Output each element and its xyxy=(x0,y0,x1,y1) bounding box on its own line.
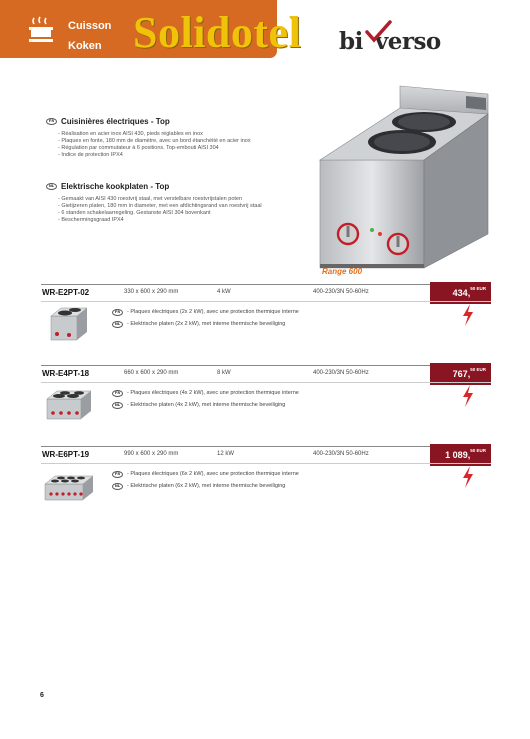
product-voltage: 400-230/3N 50-60Hz xyxy=(313,451,369,457)
intro-fr-title: Cuisinières électriques - Top xyxy=(61,117,170,126)
product-price: 434,50 $^{EUR}$ xyxy=(430,282,491,304)
product-voltage: 400-230/3N 50-60Hz xyxy=(313,370,369,376)
bullet-nl: - Elektrische platen (2x 2 kW), met interne thermische beveiliging xyxy=(127,321,286,327)
product-dimensions: 330 x 600 x 290 mm xyxy=(124,289,179,295)
intro-nl-title-row xyxy=(46,182,308,191)
category-title-fr: Cuisson xyxy=(68,20,112,32)
brand-logo-sub: bi verso xyxy=(339,28,441,55)
product-thumbnail xyxy=(43,468,93,504)
lightning-bolt-icon xyxy=(461,466,475,488)
flag-fr-icon: FR xyxy=(46,118,57,125)
cooking-pot-icon xyxy=(28,16,54,44)
flag-fr-icon: FR xyxy=(112,309,123,316)
flag-nl-icon: NL xyxy=(112,321,123,328)
intro-fr-line: - Indice de protection IPX4 xyxy=(58,152,123,158)
intro-nl-line: - Gietijzeren platen, 180 mm in diameter, met een afdichtingsrand van roestvrij staal xyxy=(58,203,262,209)
product-bullets xyxy=(112,387,299,411)
product-row xyxy=(41,446,491,506)
product-power: 8 kW xyxy=(217,370,231,376)
brand-logo-main: Solidotel xyxy=(133,8,302,57)
flag-nl-icon: NL xyxy=(46,183,57,190)
product-thumbnail xyxy=(43,306,93,342)
category-title-nl: Koken xyxy=(68,40,102,52)
intro-fr-line: - Régulation par commutateur à 6 positions. Top-embouti AISI 304 xyxy=(58,145,219,151)
flag-fr-icon: FR xyxy=(112,471,123,478)
product-price: 1 089,50 $^{EUR}$ xyxy=(430,444,491,466)
product-row xyxy=(41,365,491,425)
intro-fr-title-row xyxy=(46,117,308,126)
bullet-nl: - Elektrische platen (4x 2 kW), met interne thermische beveiliging xyxy=(127,402,286,408)
intro-nl-line: - Beschermingsgraad IPX4 xyxy=(58,217,124,223)
bullet-fr: - Plaques électriques (2x 2 kW), avec une protection thermique interne xyxy=(127,309,299,315)
product-dimensions: 990 x 600 x 290 mm xyxy=(124,451,179,457)
product-bullets xyxy=(112,306,299,330)
lightning-bolt-icon xyxy=(461,385,475,407)
row-divider xyxy=(41,365,491,366)
bullet-fr: - Plaques électriques (4x 2 kW), avec une protection thermique interne xyxy=(127,390,299,396)
product-row xyxy=(41,284,491,344)
intro-nl-list xyxy=(46,196,308,224)
product-photo-hotplate xyxy=(316,84,490,274)
row-subdivider xyxy=(41,301,491,302)
checkmark-icon xyxy=(364,20,392,44)
product-power: 12 kW xyxy=(217,451,235,457)
intro-fr xyxy=(46,117,308,159)
intro-fr-line: - Réalisation en acier inox AISI 430, pieds réglables en inox xyxy=(58,131,203,137)
range-label: Range 600 xyxy=(322,267,363,276)
intro-nl xyxy=(46,182,308,224)
intro-fr-list xyxy=(46,131,308,159)
product-bullets xyxy=(112,468,299,492)
row-divider xyxy=(41,446,491,447)
product-ref: WR-E6PT-19 xyxy=(42,450,90,459)
intro-fr-line: - Plaques en fonte, 180 mm de diamètre, avec un bord étanchéité en acier inox xyxy=(58,138,251,144)
intro-nl-line: - 6 standen schakelaarregeling. Gestanste AISI 304 bovenkant xyxy=(58,210,211,216)
row-subdivider xyxy=(41,382,491,383)
flag-nl-icon: NL xyxy=(112,402,123,409)
row-subdivider xyxy=(41,463,491,464)
intro-nl-line: - Gemaakt van AISI 430 roestvrij staal, met verstelbare roestvrijstalen poten xyxy=(58,196,243,202)
intro-nl-title: Elektrische kookplaten - Top xyxy=(61,182,170,191)
bullet-nl: - Elektrische platen (6x 2 kW), met interne thermische beveiliging xyxy=(127,483,286,489)
product-ref: WR-E4PT-18 xyxy=(42,369,90,378)
product-price: 767,50 $^{EUR}$ xyxy=(430,363,491,385)
lightning-bolt-icon xyxy=(461,304,475,326)
page-number: 6 xyxy=(40,692,44,699)
product-dimensions: 660 x 600 x 290 mm xyxy=(124,370,179,376)
product-thumbnail xyxy=(43,387,93,423)
flag-fr-icon: FR xyxy=(112,390,123,397)
bullet-fr: - Plaques électriques (6x 2 kW), avec une protection thermique interne xyxy=(127,471,299,477)
product-ref: WR-E2PT-02 xyxy=(42,288,90,297)
product-power: 4 kW xyxy=(217,289,231,295)
product-voltage: 400-230/3N 50-60Hz xyxy=(313,289,369,295)
row-divider xyxy=(41,284,491,285)
flag-nl-icon: NL xyxy=(112,483,123,490)
